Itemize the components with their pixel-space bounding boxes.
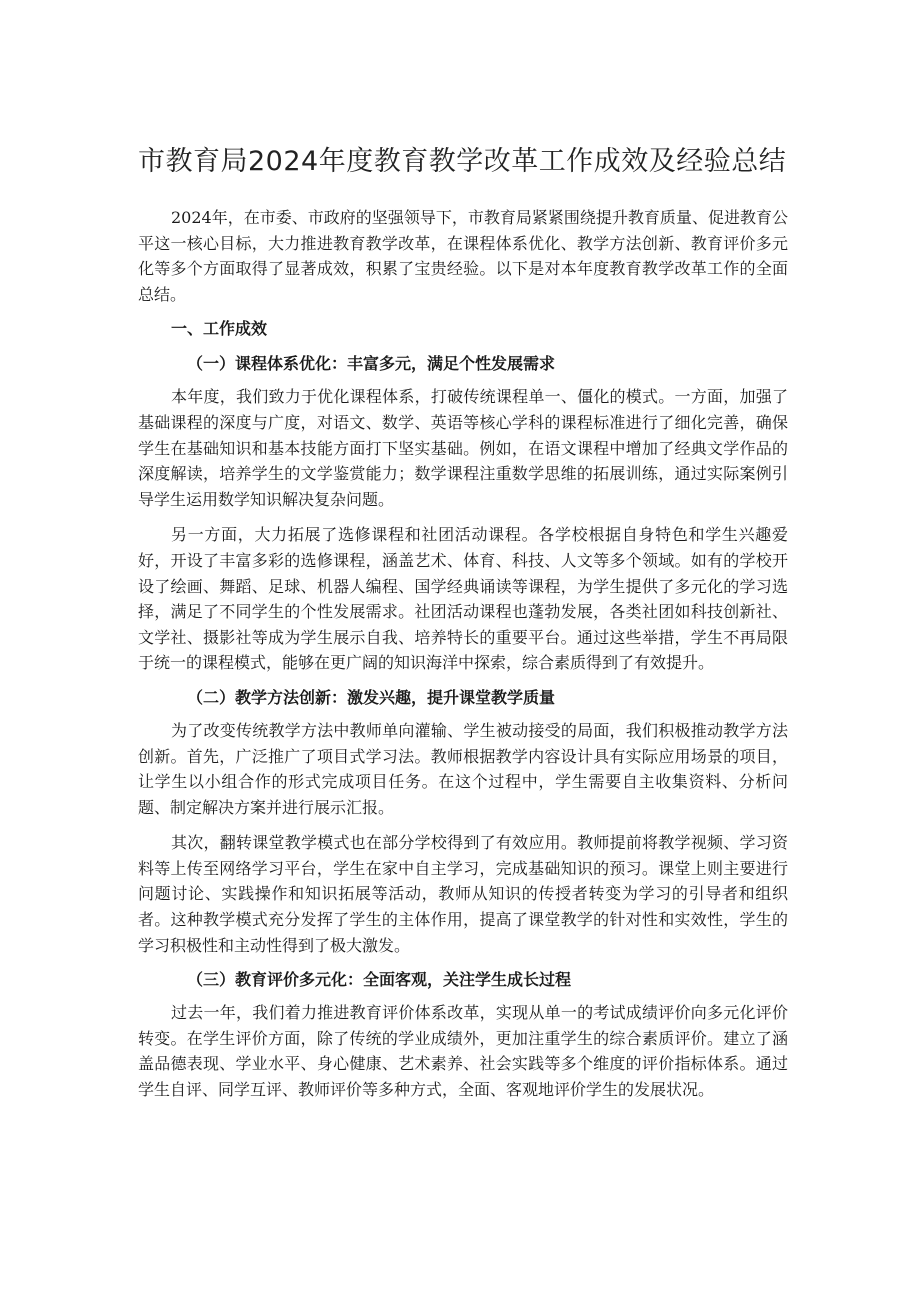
intro-paragraph: 2024年，在市委、市政府的坚强领导下，市教育局紧紧围绕提升教育质量、促进教育公平这一核心目标，大力推进教育教学改革，在课程体系优化、教学方法创新、教育评价多元化等多个方面取得了显著成效，积累了宝贵经验。以下是对本年度教育教学改革工作的全面总结。 [138,208,788,304]
document-page [138,138,788,1113]
curriculum-paragraph-1: 本年度，我们致力于优化课程体系，打破传统课程单一、僵化的模式。一方面，加强了基础课程的深度与广度，对语文、数学、英语等核心学科的课程标准进行了细化完善，确保学生在基础知识和基本技能方面打下坚实基础。例如，在语文课程中增加了经典文学作品的深度解读，培养学生的文学鉴赏能力；数学课程注重数学思维的拓展训练，通过实际案例引导学生运用数学知识解决复杂问题。 [138,387,788,509]
evaluation-paragraph-1: 过去一年，我们着力推进教育评价体系改革，实现从单一的考试成绩评价向多元化评价转变。在学生评价方面，除了传统的学业成绩外，更加注重学生的综合素质评价。建立了涵盖品德表现、学业水平、身心健康、艺术素养、社会实践等多个维度的评价指标体系。通过学生自评、同学互评、教师评价等多种方式，全面、客观地评价学生的发展状况。 [138,1003,788,1100]
subsection-heading-curriculum: （一）课程体系优化：丰富多元，满足个性发展需求 [187,354,556,374]
curriculum-paragraph-2: 另一方面，大力拓展了选修课程和社团活动课程。各学校根据自身特色和学生兴趣爱好，开设了丰富多彩的选修课程，涵盖艺术、体育、科技、人文等多个领域。如有的学校开设了绘画、舞蹈、足球、机器人编程、国学经典诵读等课程，为学生提供了多元化的学习选择，满足了不同学生的个性发展需求。社团活动课程也蓬勃发展，各类社团如科技创新社、文学社、摄影社等成为学生展示自我、培养特长的重要平台。通过这些举措，学生不再局限于统一的课程模式，能够在更广阔的知识海洋中探索，综合素质得到了有效提升。 [138,525,788,673]
document-title: 市教育局2024年度教育教学改革工作成效及经验总结 [138,146,787,177]
teaching-methods-paragraph-1: 为了改变传统教学方法中教师单向灌输、学生被动接受的局面，我们积极推动教学方法创新。首先，广泛推广了项目式学习法。教师根据教学内容设计具有实际应用场景的项目，让学生以小组合作的形式完成项目任务。在这个过程中，学生需要自主收集资料、分析问题、制定解决方案并进行展示汇报。 [138,720,788,817]
subsection-heading-evaluation: （三）教育评价多元化：全面客观，关注学生成长过程 [187,970,572,990]
teaching-methods-paragraph-2: 其次，翻转课堂教学模式也在部分学校得到了有效应用。教师提前将教学视频、学习资料等上传至网络学习平台，学生在家中自主学习，完成基础知识的预习。课堂上则主要进行问题讨论、实践操作和知识拓展等活动，教师从知识的传授者转变为学习的引导者和组织者。这种教学模式充分发挥了学生的主体作用，提高了课堂教学的针对性和实效性，学生的学习积极性和主动性得到了极大激发。 [138,833,788,955]
section-heading-achievements: 一、工作成效 [171,319,268,339]
subsection-heading-teaching-methods: （二）教学方法创新：激发兴趣，提升课堂教学质量 [187,687,556,707]
